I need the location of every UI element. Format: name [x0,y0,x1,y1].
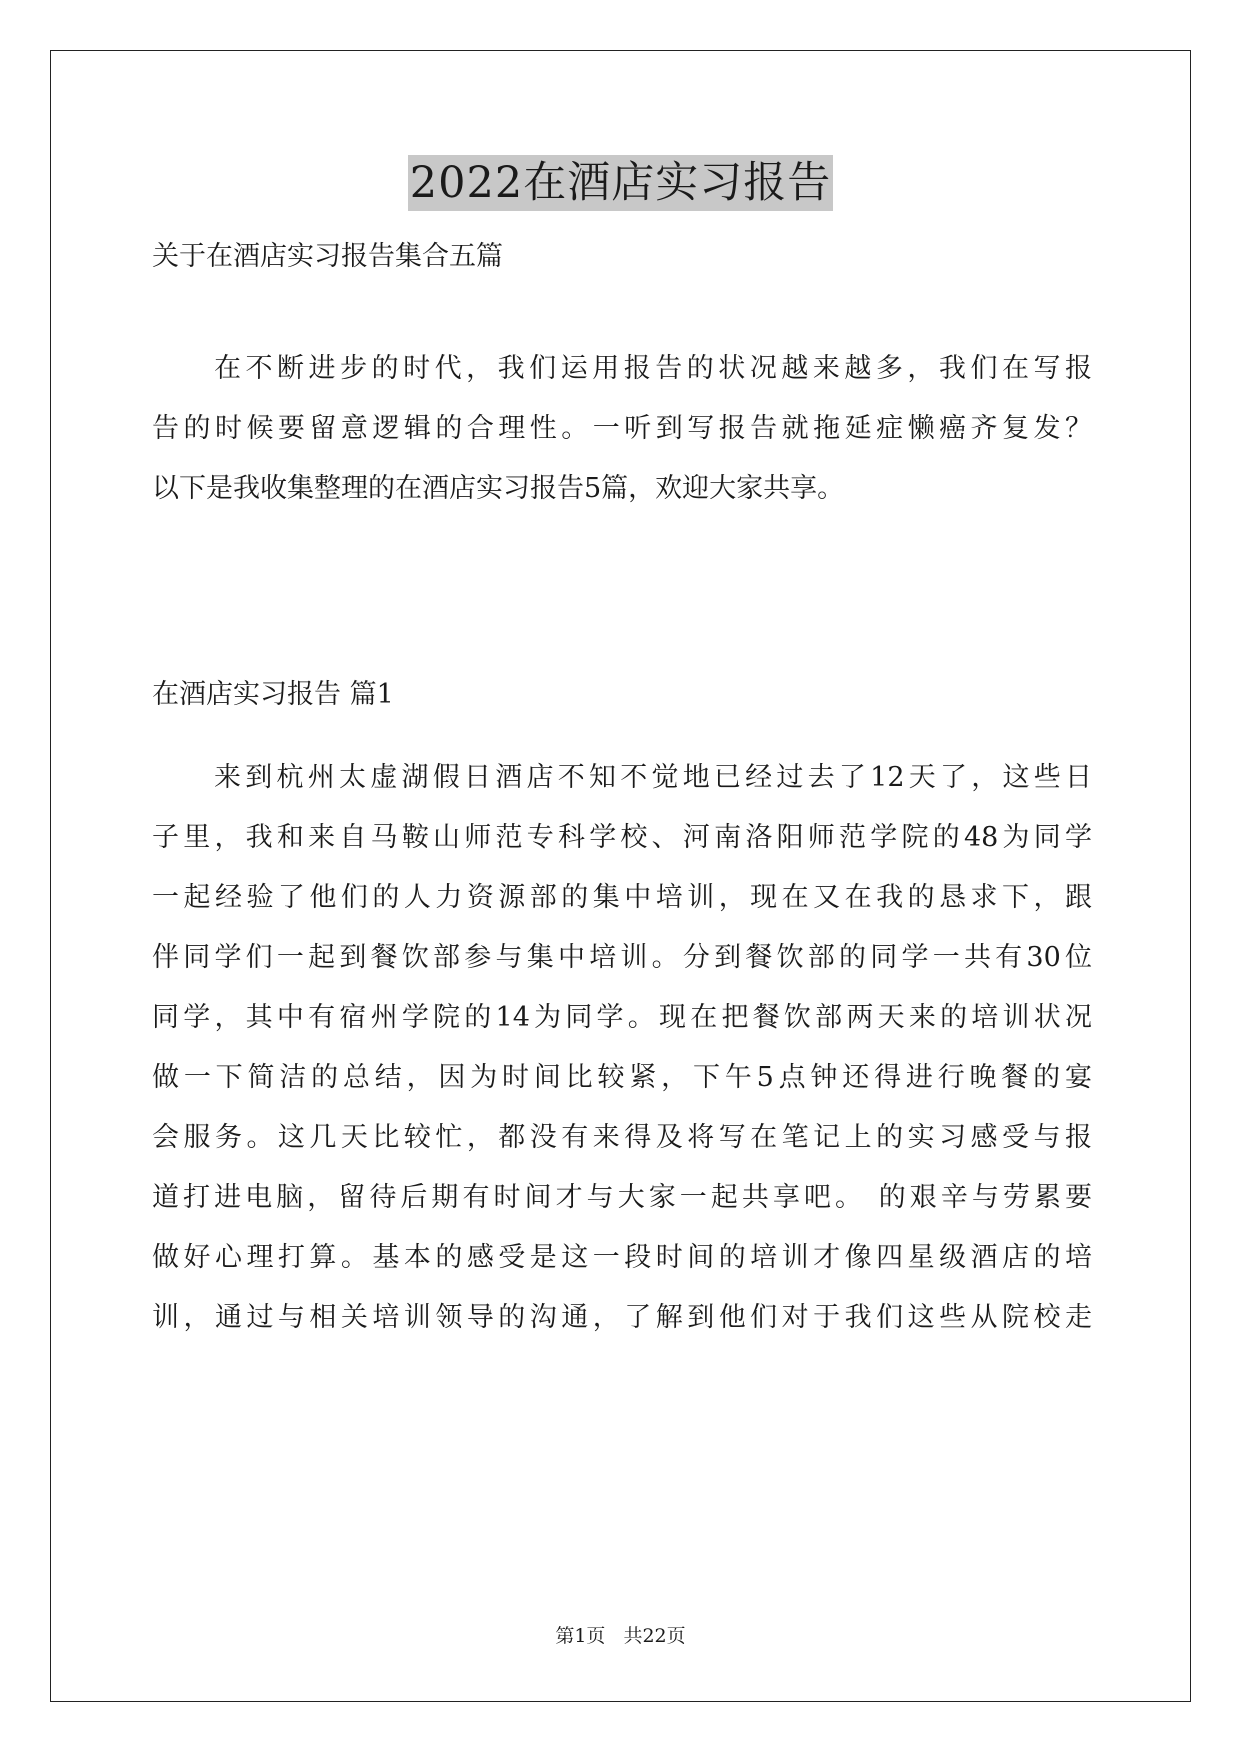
intro-line: 告的时候要留意逻辑的合理性。一听到写报告就拖延症懒癌齐复发？ [152,413,1092,444]
body-line: 做一下简洁的总结，因为时间比较紧，下午5点钟还得进行晚餐的宴 [152,1062,1092,1093]
body-line: 来到杭州太虚湖假日酒店不知不觉地已经过去了12天了，这些日 [214,762,1092,793]
body-paragraph [152,748,1092,1348]
body-line: 训，通过与相关培训领导的沟通，了解到他们对于我们这些从院校走 [152,1302,1092,1333]
section-heading: 在酒店实习报告 篇1 [152,679,394,710]
document-title [0,155,1241,211]
body-line: 一起经验了他们的人力资源部的集中培训，现在又在我的恳求下，跟 [152,882,1092,913]
body-line: 同学，其中有宿州学院的14为同学。现在把餐饮部两天来的培训状况 [152,1002,1092,1033]
body-line: 做好心理打算。基本的感受是这一段时间的培训才像四星级酒店的培 [152,1242,1092,1273]
body-line: 子里，我和来自马鞍山师范专科学校、河南洛阳师范学院的48为同学 [152,822,1092,853]
page-total: 共22页 [623,1625,686,1647]
page-number: 第1页 [555,1625,606,1647]
body-line: 会服务。这几天比较忙，都没有来得及将写在笔记上的实习感受与报 [152,1122,1092,1153]
intro-line: 以下是我收集整理的在酒店实习报告5篇，欢迎大家共享。 [152,473,845,504]
document-subtitle: 关于在酒店实习报告集合五篇 [152,241,503,272]
page-footer [0,1623,1241,1649]
document-title-text: 2022在酒店实习报告 [408,155,833,211]
body-line: 道打进电脑，留待后期有时间才与大家一起共享吧。 的艰辛与劳累要 [152,1182,1092,1213]
intro-paragraph [152,339,1092,519]
body-line: 伴同学们一起到餐饮部参与集中培训。分到餐饮部的同学一共有30位 [152,942,1092,973]
intro-line: 在不断进步的时代，我们运用报告的状况越来越多，我们在写报 [214,353,1092,384]
